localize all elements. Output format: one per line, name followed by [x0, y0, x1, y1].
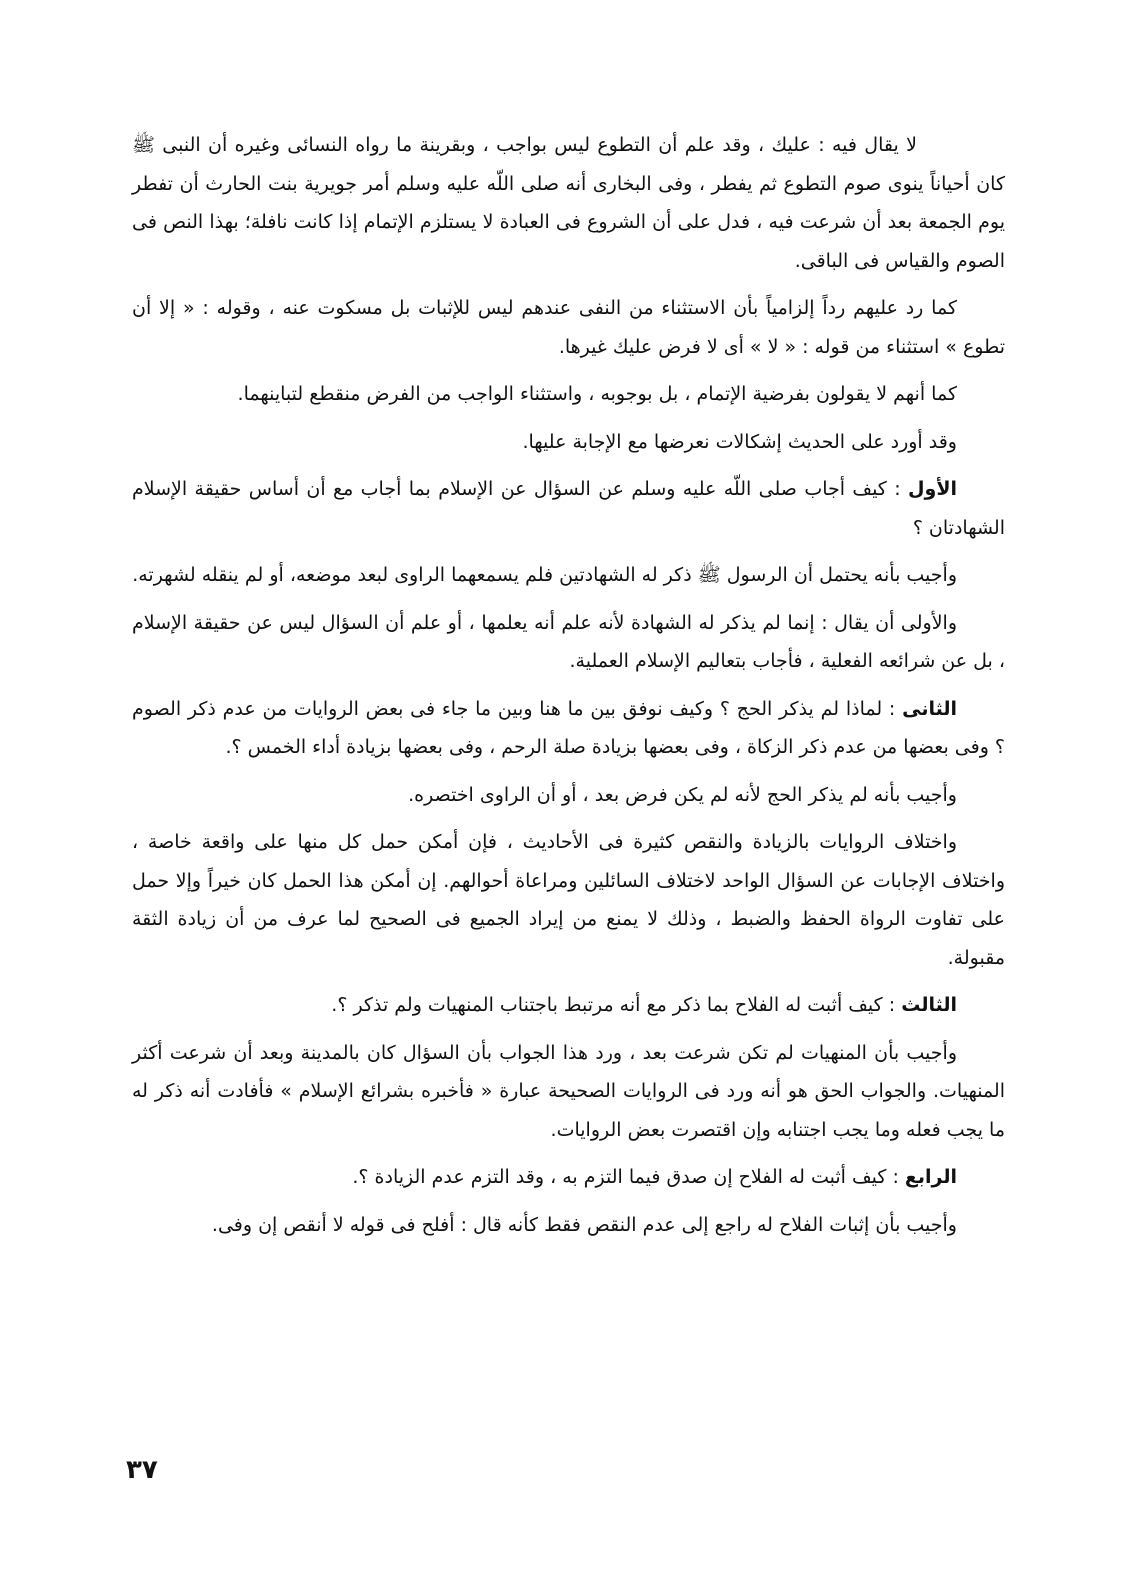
paragraph: لا يقال فيه : عليك ، وقد علم أن التطوع ليس بواجب ، وبقرينة ما رواه النسائى وغيره أن النبى ﷺ كان أحياناً ينوى صوم التطوع ثم يفطر ، وفى البخارى أنه صلى اللّه عليه وسلم أمر جويرية بنت الحارث أن تفطر يوم الجمعة بعد أن شرعت فيه ، فدل على أن الشروع فى العبادة لا يستلزم الإتمام إذا كانت نافلة؛ بهذا النص فى الصوم والقياس فى الباقى.	[132, 134, 1005, 272]
paragraph: واختلاف الروايات بالزيادة والنقص كثيرة فى الأحاديث ، فإن أمكن حمل كل منها على واقعة خاصة ، واختلاف الإجابات عن السؤال الواحد لاختلاف السائلين ومراعاة أحوالهم. إن أمكن هذا الحمل كان خيراً وإلا حمل على تفاوت الرواة الحفظ والضبط ، وذلك لا يمنع من إيراد الجميع فى الصحيح لما عرف من أن زيادة الثقة مقبولة.	[132, 831, 1005, 969]
paragraph-heading-third: الثالث : كيف أثبت له الفلاح بما ذكر مع أنه مرتبط باجتناب المنهيات ولم تذكر ؟.	[331, 994, 957, 1016]
paragraph-heading-fourth: الرابع : كيف أثبت له الفلاح إن صدق فيما التزم به ، وقد التزم عدم الزيادة ؟.	[352, 1166, 957, 1188]
paragraph: كما أنهم لا يقولون بفرضية الإتمام ، بل بوجوبه ، واستثناء الواجب من الفرض منقطع لتباينهما.	[237, 383, 957, 405]
body-text	[132, 126, 1005, 1253]
paragraph: وأجيب بأنه يحتمل أن الرسول ﷺ ذكر له الشهادتين فلم يسمعهما الراوى لبعد موضعه، أو لم ينقله لشهرته.	[132, 564, 957, 586]
paragraph: وأجيب بأنه لم يذكر الحج لأنه لم يكن فرض بعد ، أو أن الراوى اختصره.	[408, 783, 957, 806]
paragraph-lead: الرابع	[904, 1166, 957, 1188]
paragraph: وقد أورد على الحديث إشكالات نعرضها مع الإجابة عليها.	[522, 430, 957, 453]
paragraph-heading-second: الثانى : لماذا لم يذكر الحج ؟ وكيف نوفق بين ما هنا وبين ما جاء فى بعض الروايات من عدم ذكر الصوم ؟ وفى بعضها من عدم ذكر الزكاة ، وفى بعضها بزيادة صلة الرحم ، وفى بعضها بزيادة أداء الخمس ؟.	[132, 697, 1005, 758]
paragraph: والأولى أن يقال : إنما لم يذكر له الشهادة لأنه علم أنه يعلمها ، أو علم أن السؤال ليس عن حقيقة الإسلام ، بل عن شرائعه الفعلية ، فأجاب بتعاليم الإسلام العملية.	[132, 611, 1005, 672]
paragraph: كما رد عليهم رداً إلزامياً بأن الاستثناء من النفى عندهم ليس للإثبات بل مسكوت عنه ، وقوله : « إلا أن تطوع » استثناء من قوله : « لا » أى لا فرض عليك غيرها.	[132, 297, 1005, 358]
page-number: ٣٧	[126, 1455, 158, 1485]
paragraph-lead: الثانى	[902, 697, 957, 720]
paragraph: وأجيب بأن إثبات الفلاح له راجع إلى عدم النقص فقط كأنه قال : أفلح فى قوله لا أنقص إن وفى.	[211, 1213, 957, 1236]
paragraph-lead: الثالث	[901, 994, 957, 1016]
paragraph-lead: الأول	[908, 478, 957, 500]
paragraph-heading-first: الأول : كيف أجاب صلى اللّه عليه وسلم عن السؤال عن الإسلام بما أجاب مع أن أساس حقيقة الإسلام الشهادتان ؟	[132, 478, 1005, 539]
paragraph: وأجيب بأن المنهيات لم تكن شرعت بعد ، ورد هذا الجواب بأن السؤال كان بالمدينة وبعد أن شرعت أكثر المنهيات. والجواب الحق هو أنه ورد فى الروايات الصحيحة عبارة « فأخبره بشرائع الإسلام » فأفادت أنه ذكر له ما يجب فعله وما يجب اجتنابه وإن اقتصرت بعض الروايات.	[132, 1041, 1005, 1141]
